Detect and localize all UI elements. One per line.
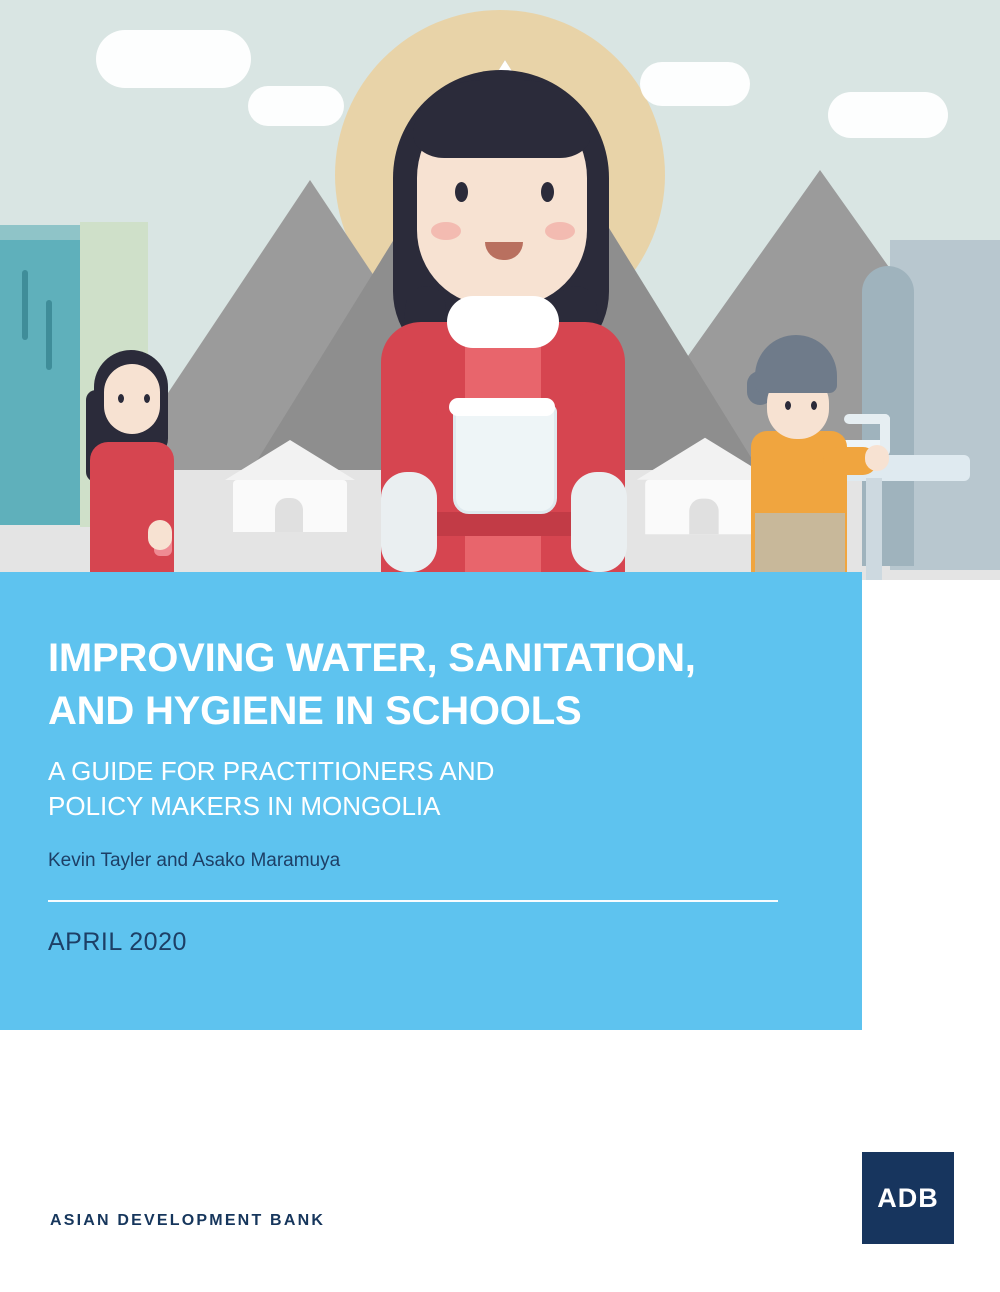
authors: Kevin Tayler and Asako Maramuya [48,850,341,872]
boy-eye-right [811,401,817,410]
water-cup-icon [453,404,557,514]
ger-door [275,498,303,532]
adb-logo-text: ADB [877,1182,939,1213]
divider [48,900,778,902]
water-cup-rim [449,398,555,416]
cloud-shape-2 [248,86,344,126]
ger-tent-left [225,440,355,532]
child-eye-right [144,394,150,403]
girl-eye-left [455,182,468,202]
girl-sleeve-left [381,472,437,572]
boy-hat [755,335,837,393]
adb-logo [862,1152,954,1244]
girl-cheek-right [545,222,575,240]
subtitle-line-2: POLICY MAKERS IN MONGOLIA [48,790,441,821]
ger-roof [225,440,355,480]
boy-hand [865,445,889,471]
child-eye-left [118,394,124,403]
ger-door [689,499,718,535]
title-block [48,632,814,957]
child-face [104,364,160,434]
page-title [48,632,814,738]
title-band [0,572,862,1030]
boy-lower-body [755,513,845,580]
water-squiggle-1 [22,270,28,340]
subtitle-line-1: A GUIDE FOR PRACTITIONERS AND [48,755,495,786]
boy-eye-left [785,401,791,410]
girl-fringe [413,80,591,158]
water-squiggle-2 [46,300,52,370]
boy-figure-right [745,335,905,580]
girl-collar [447,296,559,348]
cloud-shape-4 [828,92,948,138]
girl-sleeve-right [571,472,627,572]
title-line-1: IMPROVING WATER, SANITATION, [48,636,696,680]
building-left-panel [0,240,90,525]
organization-name: ASIAN DEVELOPMENT BANK [50,1212,326,1229]
girl-cheek-left [431,222,461,240]
child-hand [148,520,172,550]
publication-date: APRIL 2020 [48,928,187,957]
title-line-2: AND HYGIENE IN SCHOOLS [48,688,582,733]
child-figure-left [80,350,200,580]
cloud-shape-3 [640,62,750,106]
girl-eye-right [541,182,554,202]
cloud-shape-1 [96,30,251,88]
page-subtitle [48,754,814,825]
girl-figure [355,60,655,580]
cover-illustration [0,0,1000,580]
